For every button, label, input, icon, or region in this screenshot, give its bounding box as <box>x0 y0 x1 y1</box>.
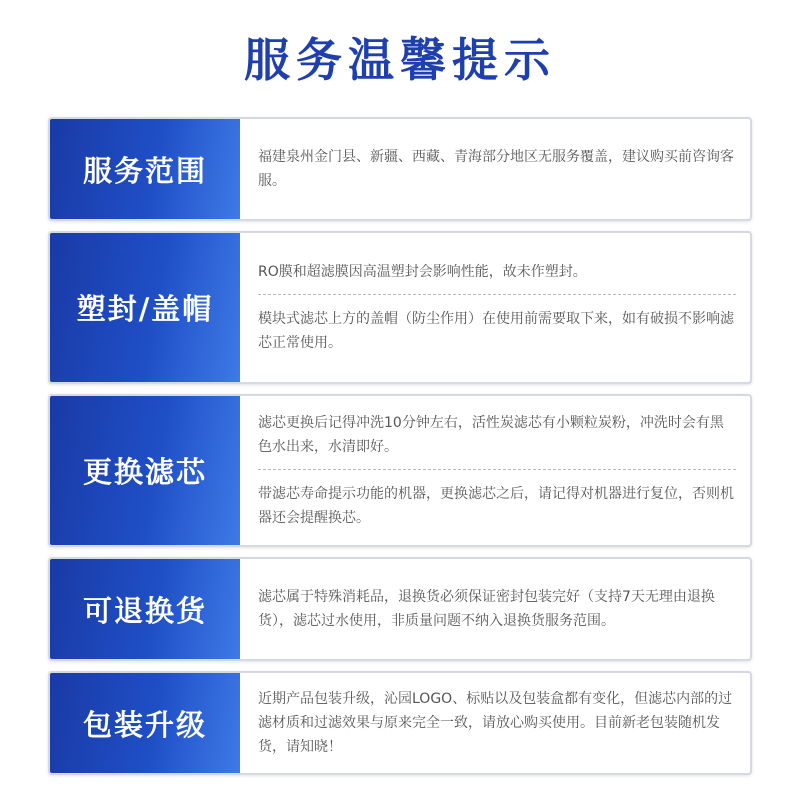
page-title: 服务温馨提示 <box>244 33 556 87</box>
section-paragraph: 滤芯属于特殊消耗品，退换货必须保证密封包装完好（支持7天无理由退换货），滤芯过水使用，非质量问题不纳入退换货服务范围。 <box>258 589 715 629</box>
section-seal-cap <box>48 231 752 384</box>
section-label: 包装升级 <box>82 707 207 742</box>
section-paragraph: 模块式滤芯上方的盖帽（防尘作用）在使用前需要取下来，如有破损不影响滤芯正常使用。 <box>258 311 734 351</box>
section-label-box <box>50 396 240 545</box>
section-content <box>240 233 750 382</box>
section-packaging-upgrade <box>48 671 752 775</box>
section-service-scope <box>48 117 752 221</box>
dashed-divider <box>258 294 736 295</box>
section-return-exchange <box>48 557 752 661</box>
section-content <box>240 396 750 545</box>
section-content <box>240 673 750 773</box>
section-paragraph: RO膜和超滤膜因高温塑封会影响性能，故未作塑封。 <box>258 264 587 280</box>
section-paragraph: 近期产品包装升级，沁园LOGO、标贴以及包装盒都有变化，但滤芯内部的过滤材质和过滤效果与原来完全一致，请放心购买使用。目前新老包装随机发货，请知晓！ <box>258 691 733 755</box>
section-paragraph: 滤芯更换后记得冲洗10分钟左右，活性炭滤芯有小颗粒炭粉，冲洗时会有黑色水出来，水清即好。 <box>258 415 724 455</box>
section-paragraph: 带滤芯寿命提示功能的机器，更换滤芯之后，请记得对机器进行复位，否则机器还会提醒换芯。 <box>258 486 734 526</box>
section-label-box <box>50 233 240 382</box>
section-replace-filter <box>48 394 752 547</box>
section-label: 服务范围 <box>82 153 207 188</box>
section-content <box>240 559 750 659</box>
section-content <box>240 119 750 219</box>
section-paragraph: 福建泉州金门县、新疆、西藏、青海部分地区无服务覆盖，建议购买前咨询客服。 <box>258 149 734 189</box>
section-label: 可退换货 <box>82 593 207 628</box>
notice-sections <box>48 117 752 785</box>
dashed-divider <box>258 469 736 470</box>
section-label-box <box>50 119 240 219</box>
section-label: 塑封/盖帽 <box>76 292 214 326</box>
section-label-box <box>50 673 240 773</box>
section-label: 更换滤芯 <box>82 455 207 489</box>
section-label-box <box>50 559 240 659</box>
